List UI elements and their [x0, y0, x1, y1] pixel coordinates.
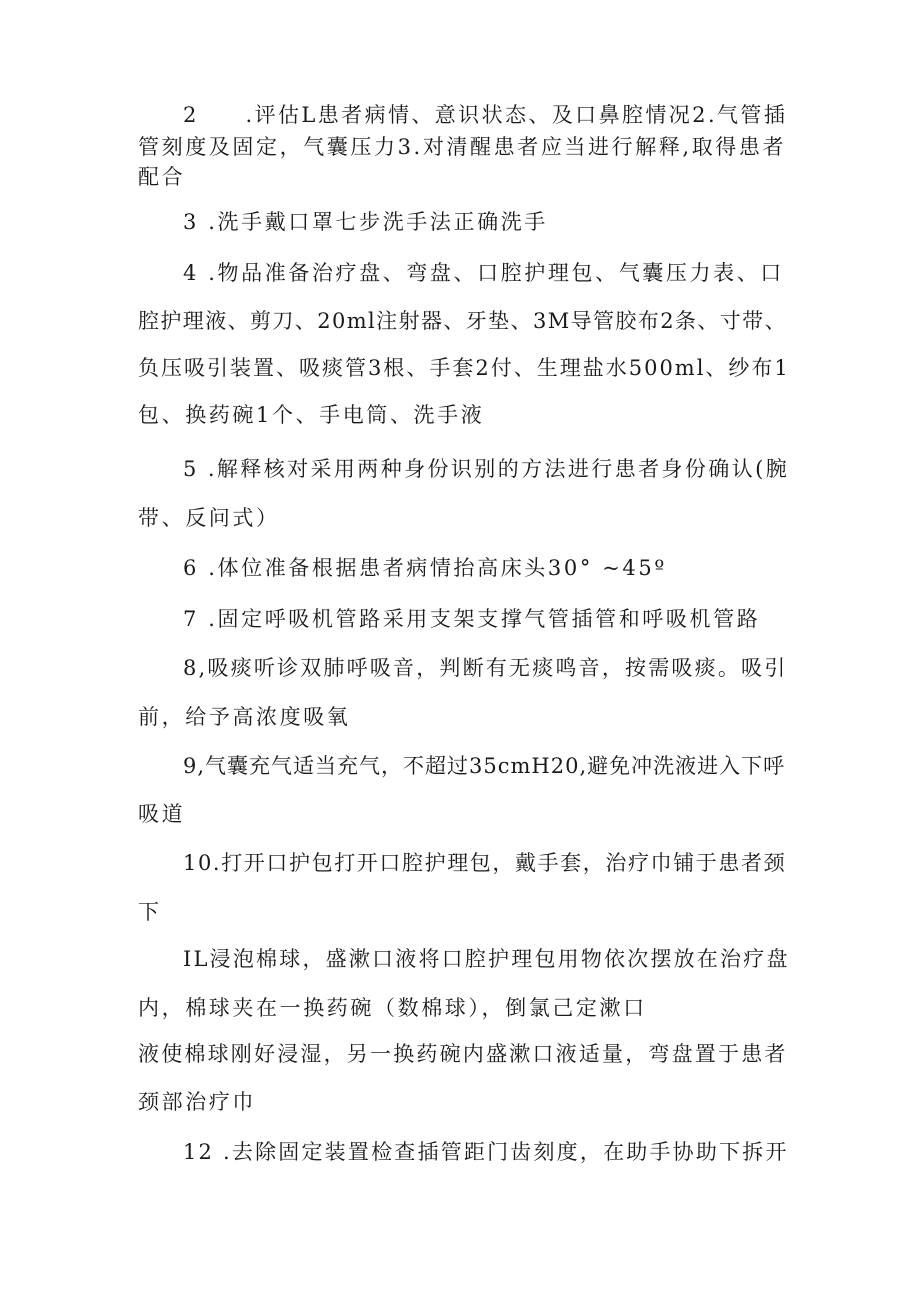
text-line: 腔护理液、剪刀、20ml注射器、牙垫、3M导管胶布2条、寸带、 — [138, 309, 787, 333]
text-line: 2 .评估L患者病情、意识状态、及口鼻腔情况2.气管插 — [183, 103, 788, 127]
text-line: 管刻度及固定，气囊压力3.对清醒患者应当进行解释,取得患者 — [138, 135, 787, 159]
text-line: 带、反问式） — [138, 506, 280, 530]
text-line: 配合 — [138, 165, 186, 189]
text-line: 3 .洗手戴口罩七步洗手法正确洗手 — [183, 210, 548, 234]
text-line: IL浸泡棉球，盛漱口液将口腔护理包用物依次摆放在治疗盘 — [183, 947, 790, 971]
text-line: 12 .去除固定装置检查插管距门齿刻度，在助手协助下拆开 — [183, 1140, 789, 1164]
text-line: 内，棉球夹在一换药碗（数棉球），倒氯己定漱口 — [138, 996, 647, 1020]
text-line: 9,气囊充气适当充气，不超过35cmH20,避免冲洗液进入下呼 — [183, 754, 786, 778]
text-line: 4 .物品准备治疗盘、弯盘、口腔护理包、气囊压力表、口 — [183, 261, 784, 285]
text-line: 下 — [138, 900, 162, 924]
text-line: 包、换药碗1个、手电筒、洗手液 — [138, 403, 485, 427]
text-line: 液使棉球刚好浸湿，另一换药碗内盛漱口液适量，弯盘置于患者 — [138, 1042, 788, 1066]
text-line: 10.打开口护包打开口腔护理包，戴手套，治疗巾铺于患者颈 — [183, 851, 787, 875]
text-line: 5 .解释核对采用两种身份识别的方法进行患者身份确认(腕 — [183, 457, 790, 481]
text-line: 吸道 — [138, 802, 186, 826]
text-line: 7 .固定呼吸机管路采用支架支撑气管插管和呼吸机管路 — [183, 607, 761, 631]
text-line: 颈部治疗巾 — [138, 1090, 256, 1114]
text-line: 6 .体位准备根据患者病情抬高床头30° ~45º — [183, 556, 667, 580]
text-line: 前，给予高浓度吸氧 — [138, 705, 351, 729]
text-line: 8,吸痰听诊双肺呼吸音，判断有无痰鸣音，按需吸痰。吸引 — [183, 656, 788, 680]
text-line: 负压吸引装置、吸痰管3根、手套2付、生理盐水500ml、纱布1 — [138, 356, 790, 380]
